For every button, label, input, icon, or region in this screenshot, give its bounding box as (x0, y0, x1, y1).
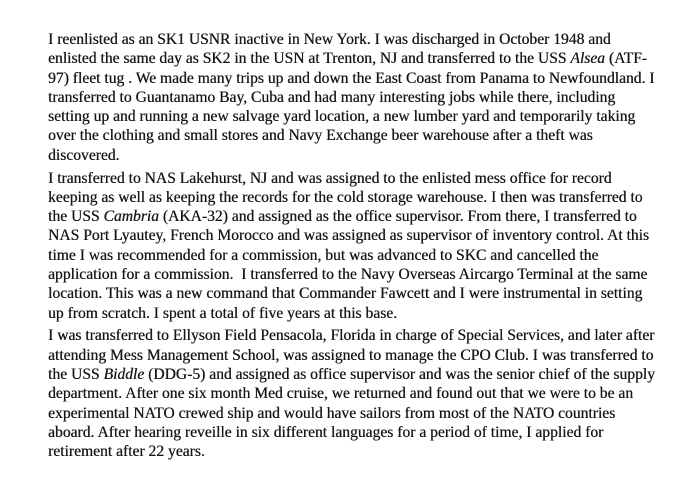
text-line (48, 304, 673, 323)
text-run: attending Mess Management School, was assigned to manage the CPO Club. I was transferred to (48, 346, 654, 364)
ship-name-italic: Alsea (570, 50, 605, 68)
paragraph (48, 169, 673, 323)
text-line (48, 326, 673, 345)
paragraph (48, 30, 673, 165)
text-run: the USS (48, 366, 104, 384)
text-line (48, 188, 673, 207)
text-run: enlisted the same day as SK2 in the USN at Trenton, NJ and transferred to the USS (48, 50, 571, 68)
text-line (48, 442, 673, 461)
text-run: NAS Port Lyautey, French Morocco and was assigned as supervisor of inventory control. At this (48, 227, 649, 245)
text-run: experimental NATO crewed ship and would have sailors from most of the NATO countries (48, 404, 616, 422)
text-run: over the clothing and small stores and Navy Exchange beer warehouse after a theft was (48, 127, 593, 145)
ship-name-italic: Cambria (103, 208, 159, 226)
paragraph (48, 326, 673, 461)
text-run: department. After one six month Med cruise, we returned and found out that we were to be an (48, 385, 634, 403)
text-line (48, 226, 673, 245)
text-run: up from scratch. I spent a total of five years at this base. (48, 304, 398, 322)
text-run: the USS (48, 208, 104, 226)
text-run: time I was recommended for a commission, but was advanced to SKC and cancelled the (48, 246, 599, 264)
text-run: I transferred to NAS Lakehurst, NJ and was assigned to the enlisted mess office for record (48, 169, 612, 187)
text-run: transferred to Guantanamo Bay, Cuba and had many interesting jobs while there, including (48, 88, 616, 106)
text-run: aboard. After hearing reveille in six different languages for a period of time, I applied for (48, 423, 604, 441)
text-line (48, 126, 673, 145)
text-run: keeping as well as keeping the records for the cold storage warehouse. I then was transferred to (48, 188, 643, 206)
text-line (48, 69, 673, 88)
text-run: retirement after 22 years. (48, 443, 205, 461)
text-line (48, 346, 673, 365)
text-run: I was transferred to Ellyson Field Pensacola, Florida in charge of Special Services, and later after (48, 327, 655, 345)
text-line (48, 265, 673, 284)
text-line (48, 169, 673, 188)
text-run: (AKA-32) and assigned as the office supervisor. From there, I transferred to (158, 208, 637, 226)
text-line (48, 107, 673, 126)
text-run: location. This was a new command that Commander Fawcett and I were instrumental in setting (48, 285, 643, 303)
text-line (48, 246, 673, 265)
text-line (48, 30, 673, 49)
text-run: application for a commission. I transferred to the Navy Overseas Aircargo Terminal at the same (48, 266, 648, 284)
text-run: setting up and running a new salvage yard location, a new lumber yard and temporarily taking (48, 108, 636, 126)
text-run: I reenlisted as an SK1 USNR inactive in New York. I was discharged in October 1948 and (48, 31, 611, 48)
text-line (48, 146, 673, 165)
text-line (48, 404, 673, 423)
document-text (48, 30, 673, 465)
text-line (48, 365, 673, 384)
text-line (48, 207, 673, 226)
text-line (48, 88, 673, 107)
ship-name-italic: Biddle (103, 366, 145, 384)
text-run: discovered. (48, 146, 120, 164)
text-line (48, 423, 673, 442)
text-line (48, 284, 673, 303)
text-line (48, 384, 673, 403)
text-run: 97) fleet tug . We made many trips up and down the East Coast from Panama to Newfoundland. I (48, 69, 655, 87)
text-run: (DDG-5) and assigned as office supervisor and was the senior chief of the supply (144, 366, 655, 384)
text-run: (ATF- (604, 50, 647, 68)
text-line (48, 49, 673, 68)
